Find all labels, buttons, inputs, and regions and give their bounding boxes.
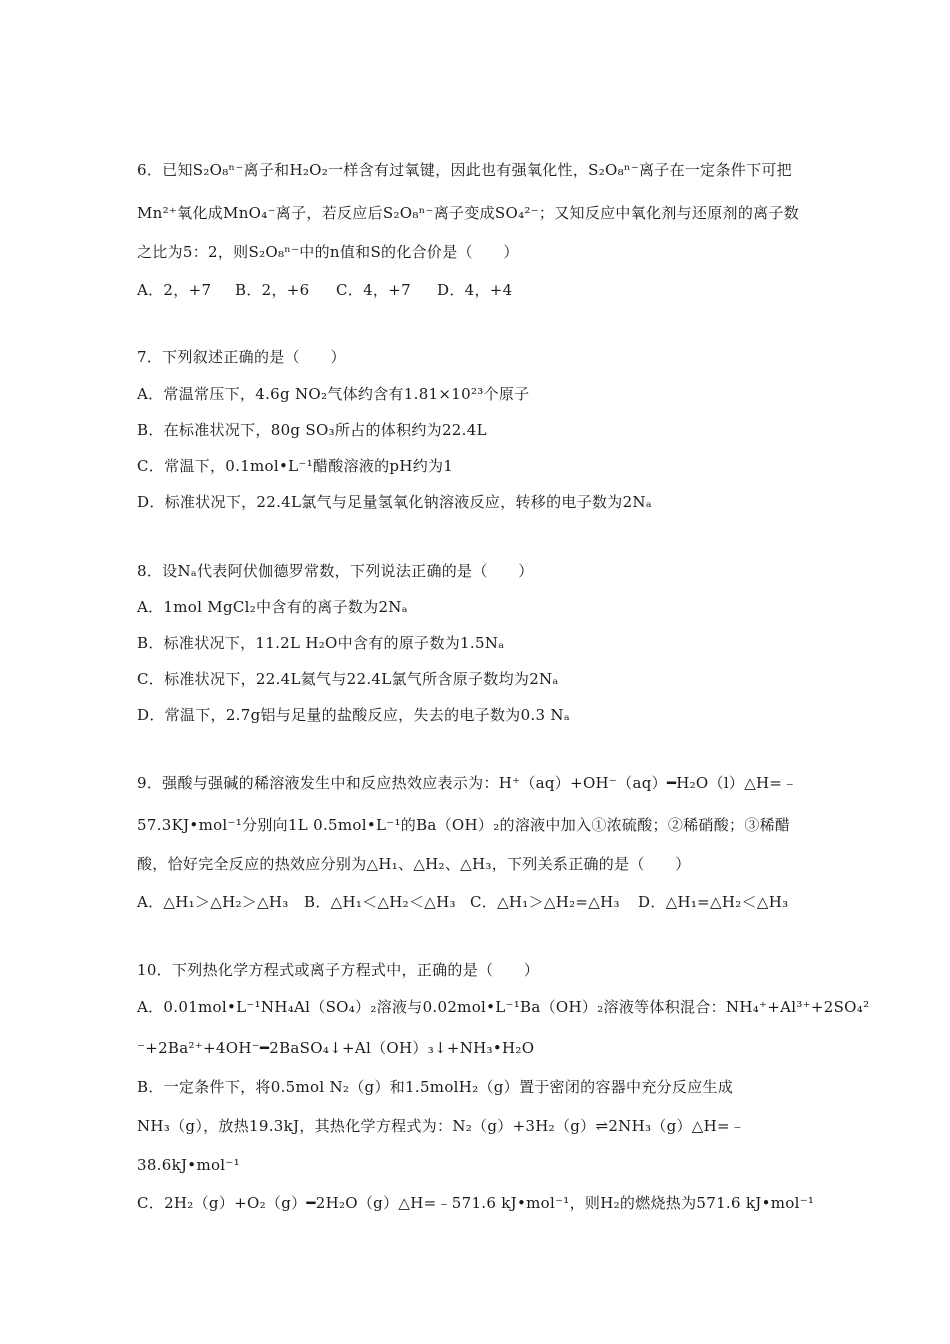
- q7-option-c: C．常温下，0.1mol•L⁻¹醋酸溶液的pH约为1: [137, 457, 454, 475]
- q7-option-a: A．常温常压下，4.6g NO₂气体约含有1.81×10²³个原子: [137, 385, 530, 403]
- q10-option-a-line-2: ⁻+2Ba²⁺+4OH⁻━2BaSO₄↓+Al（OH）₃↓+NH₃•H₂O: [137, 1039, 535, 1057]
- q9-option-c: C．△H₁＞△H₂=△H₃: [470, 893, 620, 911]
- q9-option-d: D．△H₁=△H₂＜△H₃: [638, 893, 789, 911]
- q10-option-c: C．2H₂（g）+O₂（g）━2H₂O（g）△H=﹣571.6 kJ•mol⁻¹，则H₂的燃烧热为571.6 kJ•mol⁻¹: [137, 1194, 815, 1212]
- q10-stem: 10．下列热化学方程式或离子方程式中，正确的是（ ）: [137, 961, 540, 979]
- q6-option-d: D．4，+4: [437, 281, 513, 299]
- q6-stem-line-1: 6．已知S₂O₈ⁿ⁻离子和H₂O₂一样含有过氧键，因此也有强氧化性，S₂O₈ⁿ⁻离子在一定条件下可把: [137, 161, 792, 179]
- q9-options: [137, 892, 788, 912]
- q7-stem: 7．下列叙述正确的是（ ）: [137, 348, 346, 366]
- q10-option-b-line-2: NH₃（g），放热19.3kJ，其热化学方程式为：N₂（g）+3H₂（g）⇌2NH₃（g）△H=﹣: [137, 1117, 746, 1135]
- q6-option-c: C．4，+7: [336, 281, 411, 299]
- q9-stem-line-2: 57.3KJ•mol⁻¹分别向1L 0.5mol•L⁻¹的Ba（OH）₂的溶液中加入①浓硫酸；②稀硝酸；③稀醋: [137, 816, 791, 834]
- q7-option-b: B．在标准状况下，80g SO₃所占的体积约为22.4L: [137, 421, 487, 439]
- q6-stem-line-2: Mn²⁺氧化成MnO₄⁻离子，若反应后S₂O₈ⁿ⁻离子变成SO₄²⁻；又知反应中氧化剂与还原剂的离子数: [137, 204, 800, 222]
- q10-option-b-line-1: B．一定条件下，将0.5mol N₂（g）和1.5molH₂（g）置于密闭的容器中充分反应生成: [137, 1078, 734, 1096]
- q8-option-c: C．标准状况下，22.4L氦气与22.4L氯气所含原子数均为2Nₐ: [137, 670, 559, 688]
- q6-stem-line-3: 之比为5：2，则S₂O₈ⁿ⁻中的n值和S的化合价是（ ）: [137, 243, 519, 261]
- q9-option-b: B．△H₁＜△H₂＜△H₃: [304, 893, 456, 911]
- q9-stem-line-3: 酸，恰好完全反应的热效应分别为△H₁、△H₂、△H₃，下列关系正确的是（ ）: [137, 855, 691, 873]
- q8-stem: 8．设Nₐ代表阿伏伽德罗常数，下列说法正确的是（ ）: [137, 562, 534, 580]
- q6-option-a: A．2，+7: [137, 281, 212, 299]
- q7-option-d: D．标准状况下，22.4L氯气与足量氢氧化钠溶液反应，转移的电子数为2Nₐ: [137, 493, 652, 511]
- q8-option-b: B．标准状况下，11.2L H₂O中含有的原子数为1.5Nₐ: [137, 634, 505, 652]
- q6-option-b: B．2，+6: [235, 281, 310, 299]
- q8-option-a: A．1mol MgCl₂中含有的离子数为2Nₐ: [137, 598, 408, 616]
- q10-option-b-line-3: 38.6kJ•mol⁻¹: [137, 1156, 240, 1174]
- q9-option-a: A．△H₁＞△H₂＞△H₃: [137, 893, 289, 911]
- q10-option-a-line-1: A．0.01mol•L⁻¹NH₄Al（SO₄）₂溶液与0.02mol•L⁻¹Ba（OH）₂溶液等体积混合：NH₄⁺+Al³⁺+2SO₄²: [137, 998, 870, 1016]
- q6-options: [137, 280, 512, 300]
- q9-stem-line-1: 9．强酸与强碱的稀溶液发生中和反应热效应表示为：H⁺（aq）+OH⁻（aq）━H₂O（l）△H=﹣: [137, 774, 798, 792]
- q8-option-d: D．常温下，2.7g铝与足量的盐酸反应，失去的电子数为0.3 Nₐ: [137, 706, 570, 724]
